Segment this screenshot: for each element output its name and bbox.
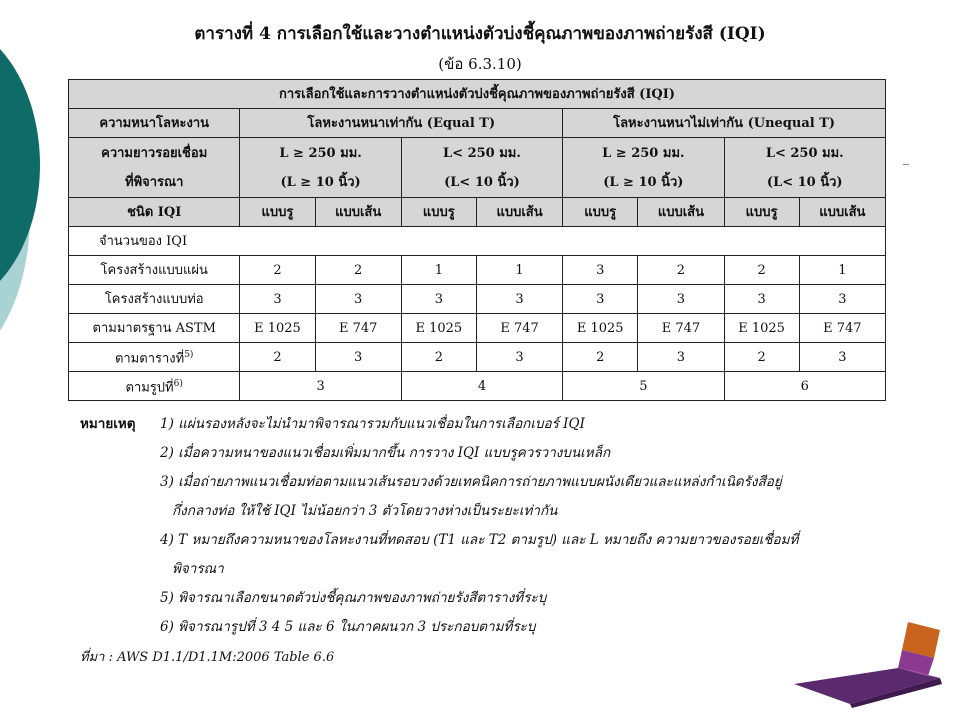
table-cell: 3 bbox=[240, 285, 315, 314]
table-cell: E 747 bbox=[638, 314, 724, 343]
row-label-sup: 6) bbox=[173, 378, 183, 389]
note-item: 2) เมื่อความหนาของแนวเชื่อมเพิ่มมากขึ้น การวาง IQI แบบรูควรวางบนเหล็ก bbox=[160, 445, 611, 461]
length-group-4 bbox=[724, 138, 885, 198]
note-item-continued: กึ่งกลางท่อ ให้ใช้ IQI ไม่น้อยกว่า 3 ตัวโดยวางห่างเป็นระยะเท่ากัน bbox=[172, 503, 558, 519]
table-caption-row bbox=[69, 80, 886, 109]
table-cell: 2 bbox=[724, 343, 799, 372]
table-row bbox=[69, 314, 886, 343]
table-cell: 1 bbox=[799, 256, 885, 285]
table-cell: 3 bbox=[240, 372, 401, 401]
table-cell: 1 bbox=[401, 256, 476, 285]
table-cell: E 747 bbox=[799, 314, 885, 343]
note-item: 5) พิจารณาเลือกขนาดตัวบ่งชี้คุณภาพของภาพถ่ายรังสีตารางที่ระบุ bbox=[160, 590, 547, 606]
table-cell: 3 bbox=[724, 285, 799, 314]
iqi-type-row bbox=[69, 198, 886, 227]
iqi-type-cell: แบบรู bbox=[563, 198, 638, 227]
length-group-line1: L< 250 มม. bbox=[765, 145, 844, 161]
equal-thickness-header: โลหะงานหนาเท่ากัน (Equal T) bbox=[240, 109, 563, 138]
thickness-label: ความหนาโลหะงาน bbox=[69, 109, 240, 138]
length-group-1 bbox=[240, 138, 401, 198]
table-cell: 3 bbox=[476, 285, 562, 314]
length-group-2 bbox=[401, 138, 562, 198]
row-label: โครงสร้างแบบแผ่น bbox=[69, 256, 240, 285]
length-group-line1: L< 250 มม. bbox=[443, 145, 521, 161]
table-cell: 3 bbox=[401, 285, 476, 314]
table-cell: 3 bbox=[315, 343, 401, 372]
row-label-text: ตามตารางที่ bbox=[114, 351, 185, 367]
iqi-type-cell: แบบรู bbox=[724, 198, 799, 227]
source-citation: ที่มา : AWS D1.1/D1.1M:2006 Table 6.6 bbox=[80, 650, 335, 665]
table-cell: 2 bbox=[638, 256, 724, 285]
page-subtitle: (ข้อ 6.3.10) bbox=[438, 55, 522, 73]
table-cell: 2 bbox=[563, 343, 638, 372]
length-group-line2: (L< 10 นิ้ว) bbox=[766, 174, 843, 190]
length-group-line2: (L< 10 นิ้ว) bbox=[444, 174, 520, 190]
thickness-row bbox=[69, 109, 886, 138]
table-cell: 2 bbox=[240, 343, 315, 372]
note-item: 1) แผ่นรองหลังจะไม่นำมาพิจารณารวมกับแนวเชื่อมในการเลือกเบอร์ IQI bbox=[160, 416, 585, 432]
table-cell: 2 bbox=[240, 256, 315, 285]
row-label bbox=[69, 372, 240, 401]
notes-heading: หมายเหตุ bbox=[80, 416, 136, 432]
table-caption: การเลือกใช้และการวางตำแหน่งตัวบ่งชี้คุณภาพของภาพถ่ายรังสี (IQI) bbox=[69, 80, 886, 109]
book-icon bbox=[790, 618, 950, 708]
unequal-thickness-header: โลหะงานหนาไม่เท่ากัน (Unequal T) bbox=[563, 109, 886, 138]
weld-length-label bbox=[69, 138, 240, 198]
table-cell: 3 bbox=[563, 256, 638, 285]
row-label-sup: 5) bbox=[184, 349, 194, 360]
table-cell: 2 bbox=[315, 256, 401, 285]
iqi-type-cell: แบบเส้น bbox=[638, 198, 724, 227]
table-cell: E 747 bbox=[315, 314, 401, 343]
weld-length-label-line1: ความยาวรอยเชื่อม bbox=[101, 145, 208, 161]
table-cell: E 1025 bbox=[401, 314, 476, 343]
table-cell: 1 bbox=[476, 256, 562, 285]
note-item: 3) เมื่อถ่ายภาพแนวเชื่อมท่อตามแนวเส้นรอบวงด้วยเทคนิคการถ่ายภาพแบบผนังเดียวและแหล่งกำเนิดรังสีอยู่ bbox=[160, 474, 782, 490]
table-cell: 3 bbox=[638, 343, 724, 372]
row-label bbox=[69, 343, 240, 372]
table-row bbox=[69, 343, 886, 372]
weld-length-label-line2: ที่พิจารณา bbox=[125, 174, 184, 190]
table-row bbox=[69, 256, 886, 285]
iqi-table bbox=[68, 79, 886, 401]
note-item: 4) T หมายถึงความหนาของโลหะงานที่ทดสอบ (T1 และ T2 ตามรูป) และ L หมายถึง ความยาวของรอยเชื่อมที่ bbox=[160, 532, 799, 548]
page-title: ตารางที่ 4 การเลือกใช้และวางตำแหน่งตัวบ่งชี้คุณภาพของภาพถ่ายรังสี (IQI) bbox=[194, 24, 766, 44]
length-group-line2: (L ≥ 10 นิ้ว) bbox=[280, 174, 361, 190]
table-cell: 2 bbox=[401, 343, 476, 372]
table-cell: 3 bbox=[799, 343, 885, 372]
iqi-type-cell: แบบรู bbox=[401, 198, 476, 227]
table-cell: 3 bbox=[563, 285, 638, 314]
table-cell: 6 bbox=[724, 372, 885, 401]
table-cell: 2 bbox=[724, 256, 799, 285]
length-group-3 bbox=[563, 138, 724, 198]
row-label: โครงสร้างแบบท่อ bbox=[69, 285, 240, 314]
note-item-continued: พิจารณา bbox=[172, 561, 224, 577]
row-label-text: ตามรูปที่ bbox=[125, 380, 174, 396]
row-label: ตามมาตรฐาน ASTM bbox=[69, 314, 240, 343]
table-cell: E 1025 bbox=[724, 314, 799, 343]
length-group-line1: L ≥ 250 มม. bbox=[279, 145, 362, 161]
iqi-type-cell: แบบเส้น bbox=[799, 198, 885, 227]
side-mark: _ bbox=[903, 151, 909, 165]
table-cell: E 1025 bbox=[563, 314, 638, 343]
length-group-line1: L ≥ 250 มม. bbox=[602, 145, 685, 161]
table-cell: 4 bbox=[401, 372, 562, 401]
length-group-line2: (L ≥ 10 นิ้ว) bbox=[603, 174, 684, 190]
table-cell: 5 bbox=[563, 372, 724, 401]
table-cell: E 1025 bbox=[240, 314, 315, 343]
table-row bbox=[69, 285, 886, 314]
table-cell: 3 bbox=[315, 285, 401, 314]
weld-length-row bbox=[69, 138, 886, 198]
table-cell: E 747 bbox=[476, 314, 562, 343]
iqi-type-label: ชนิด IQI bbox=[69, 198, 240, 227]
iqi-type-cell: แบบรู bbox=[240, 198, 315, 227]
table-cell: 3 bbox=[476, 343, 562, 372]
iqi-count-label: จำนวนของ IQI bbox=[69, 227, 886, 256]
iqi-type-cell: แบบเส้น bbox=[476, 198, 562, 227]
iqi-count-row bbox=[69, 227, 886, 256]
note-item: 6) พิจารณารูปที่ 3 4 5 และ 6 ในภาคผนวก 3 ประกอบตามที่ระบุ bbox=[160, 619, 536, 635]
table-cell: 3 bbox=[799, 285, 885, 314]
table-cell: 3 bbox=[638, 285, 724, 314]
iqi-type-cell: แบบเส้น bbox=[315, 198, 401, 227]
figure-row bbox=[69, 372, 886, 401]
